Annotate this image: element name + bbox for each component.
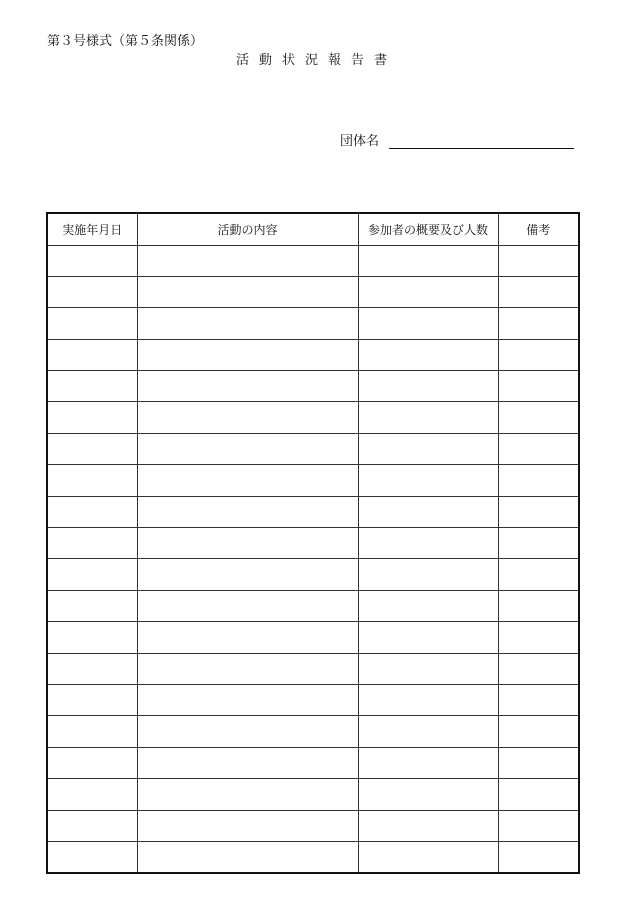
remarks-cell[interactable] [498, 339, 579, 370]
organization-name-field[interactable] [389, 134, 574, 149]
content-cell[interactable] [137, 371, 358, 402]
remarks-cell[interactable] [498, 810, 579, 841]
date-cell[interactable] [47, 528, 137, 559]
date-cell[interactable] [47, 716, 137, 747]
participants-cell[interactable] [358, 841, 498, 873]
table-row [47, 496, 579, 527]
table-row [47, 465, 579, 496]
participants-cell[interactable] [358, 622, 498, 653]
table-row [47, 841, 579, 873]
content-cell[interactable] [137, 496, 358, 527]
table-row [47, 528, 579, 559]
content-cell[interactable] [137, 465, 358, 496]
table-row [47, 747, 579, 778]
document-title: 活動状況報告書 [235, 53, 397, 68]
table-row [47, 684, 579, 715]
remarks-cell[interactable] [498, 371, 579, 402]
date-cell[interactable] [47, 622, 137, 653]
date-cell[interactable] [47, 402, 137, 433]
table-row [47, 653, 579, 684]
participants-cell[interactable] [358, 559, 498, 590]
date-cell[interactable] [47, 276, 137, 307]
remarks-cell[interactable] [498, 308, 579, 339]
table-row [47, 433, 579, 464]
participants-cell[interactable] [358, 433, 498, 464]
activity-report-table [46, 212, 580, 874]
content-cell[interactable] [137, 402, 358, 433]
remarks-cell[interactable] [498, 433, 579, 464]
date-cell[interactable] [47, 590, 137, 621]
remarks-cell[interactable] [498, 622, 579, 653]
header-participants-summary: 参加者の概要及び人数 [358, 213, 498, 245]
content-cell[interactable] [137, 841, 358, 873]
participants-cell[interactable] [358, 465, 498, 496]
organization-label: 団体名 [340, 134, 380, 149]
content-cell[interactable] [137, 622, 358, 653]
date-cell[interactable] [47, 747, 137, 778]
remarks-cell[interactable] [498, 276, 579, 307]
header-implementation-date: 実施年月日 [47, 213, 137, 245]
table-row [47, 810, 579, 841]
content-cell[interactable] [137, 779, 358, 810]
date-cell[interactable] [47, 684, 137, 715]
participants-cell[interactable] [358, 371, 498, 402]
remarks-cell[interactable] [498, 402, 579, 433]
participants-cell[interactable] [358, 308, 498, 339]
table-row [47, 371, 579, 402]
participants-cell[interactable] [358, 245, 498, 276]
remarks-cell[interactable] [498, 528, 579, 559]
table-row [47, 308, 579, 339]
content-cell[interactable] [137, 590, 358, 621]
table-row [47, 622, 579, 653]
participants-cell[interactable] [358, 684, 498, 715]
content-cell[interactable] [137, 528, 358, 559]
remarks-cell[interactable] [498, 747, 579, 778]
date-cell[interactable] [47, 371, 137, 402]
table-row [47, 716, 579, 747]
remarks-cell[interactable] [498, 590, 579, 621]
content-cell[interactable] [137, 810, 358, 841]
table-row [47, 402, 579, 433]
table-row [47, 779, 579, 810]
remarks-cell[interactable] [498, 684, 579, 715]
participants-cell[interactable] [358, 716, 498, 747]
table-row [47, 276, 579, 307]
participants-cell[interactable] [358, 779, 498, 810]
content-cell[interactable] [137, 559, 358, 590]
participants-cell[interactable] [358, 402, 498, 433]
remarks-cell[interactable] [498, 559, 579, 590]
content-cell[interactable] [137, 747, 358, 778]
table-body [47, 245, 579, 873]
table-header-row [47, 213, 579, 245]
date-cell[interactable] [47, 559, 137, 590]
date-cell[interactable] [47, 245, 137, 276]
remarks-cell[interactable] [498, 245, 579, 276]
participants-cell[interactable] [358, 747, 498, 778]
remarks-cell[interactable] [498, 779, 579, 810]
date-cell[interactable] [47, 465, 137, 496]
participants-cell[interactable] [358, 528, 498, 559]
header-remarks: 備考 [498, 213, 579, 245]
date-cell[interactable] [47, 308, 137, 339]
table-row [47, 245, 579, 276]
content-cell[interactable] [137, 276, 358, 307]
date-cell[interactable] [47, 339, 137, 370]
participants-cell[interactable] [358, 810, 498, 841]
table-row [47, 339, 579, 370]
participants-cell[interactable] [358, 276, 498, 307]
date-cell[interactable] [47, 433, 137, 464]
remarks-cell[interactable] [498, 496, 579, 527]
remarks-cell[interactable] [498, 841, 579, 873]
participants-cell[interactable] [358, 653, 498, 684]
content-cell[interactable] [137, 339, 358, 370]
content-cell[interactable] [137, 245, 358, 276]
participants-cell[interactable] [358, 496, 498, 527]
form-number: 第３号様式（第５条関係） [47, 34, 204, 49]
remarks-cell[interactable] [498, 465, 579, 496]
content-cell[interactable] [137, 684, 358, 715]
content-cell[interactable] [137, 716, 358, 747]
date-cell[interactable] [47, 779, 137, 810]
content-cell[interactable] [137, 653, 358, 684]
date-cell[interactable] [47, 841, 137, 873]
date-cell[interactable] [47, 653, 137, 684]
content-cell[interactable] [137, 308, 358, 339]
participants-cell[interactable] [358, 339, 498, 370]
remarks-cell[interactable] [498, 716, 579, 747]
remarks-cell[interactable] [498, 653, 579, 684]
content-cell[interactable] [137, 433, 358, 464]
header-activity-content: 活動の内容 [137, 213, 358, 245]
participants-cell[interactable] [358, 590, 498, 621]
table-row [47, 590, 579, 621]
date-cell[interactable] [47, 810, 137, 841]
date-cell[interactable] [47, 496, 137, 527]
table-row [47, 559, 579, 590]
organization-row [340, 134, 580, 152]
